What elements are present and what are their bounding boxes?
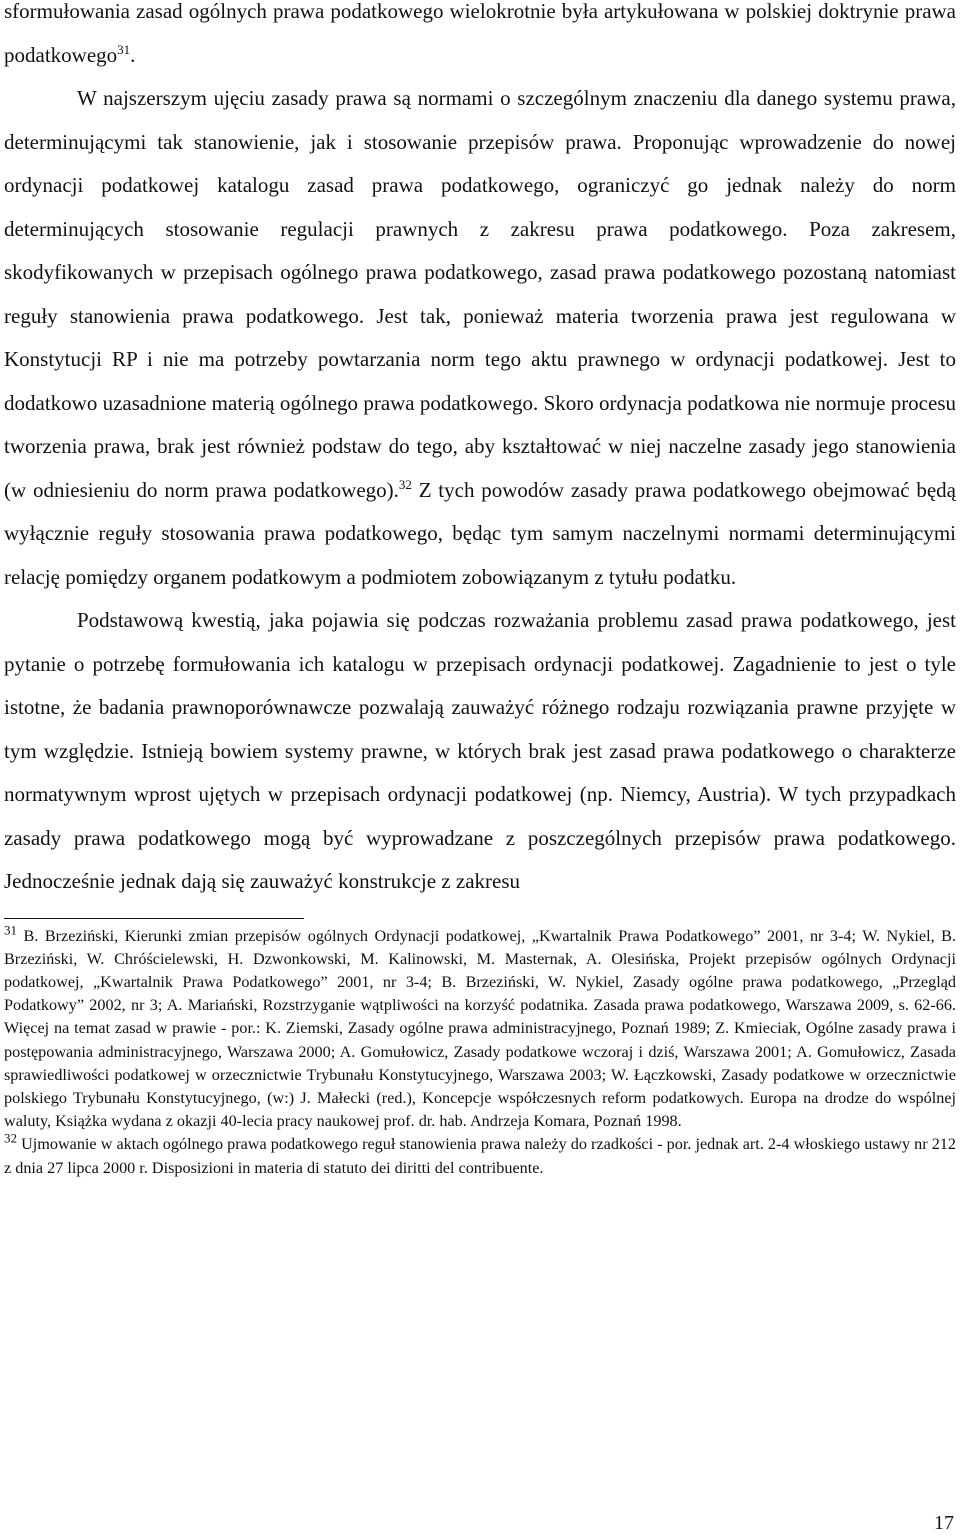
footnote-31 [4,922,956,1134]
paragraph-text-end: Z tych powodów zasady prawa podatkowego obejmować będą wyłącznie reguły stosowania prawa podatkowego, będąc tym samym naczelnymi normami determinującymi relację pomiędzy organem podatkowym a podmiotem zobowiązanym z tytułu podatku. [4,477,956,589]
paragraph-2 [4,77,956,599]
footnote-text: B. Brzeziński, Kierunki zmian przepisów ogólnych Ordynacji podatkowej, „Kwartalnik Prawa Podatkowego” 2001, nr 3-4; W. Nykiel, B. Brzeziński, W. Chróścielewski, H. Dzwonkowski, M. Kalinowski, M. Masternak, A. Olesińska, Projekt przepisów ogólnych Ordynacji podatkowej, „Kwartalnik Prawa Podatkowego” 2001, nr 3-4; B. Brzeziński, W. Nykiel, Zasady ogólne prawa podatkowego, „Przegląd Podatkowy” 2002, nr 3; A. Mariański, Rozstrzyganie wątpliwości na korzyść podatnika. Zasada prawa podatkowego, Warszawa 2009, s. 62-66. Więcej na temat zasad w prawie - por.: K. Ziemski, Zasady ogólne prawa administracyjnego, Poznań 1989; Z. Kmieciak, Ogólne zasady prawa i postępowania administracyjnego, Warszawa 2000; A. Gomułowicz, Zasady podatkowe wczoraj i dziś, Warszawa 2001; A. Gomułowicz, Zasada sprawiedliwości podatkowej w orzecznictwie Trybunału Konstytucyjnego, Warszawa 2003; W. Łączkowski, Zasady podatkowe w orzecznictwie polskiego Trybunału Konstytucyjnego, (w:) J. Małecki (red.), Koncepcje współczesnych reform podatkowych. Europa na drodze do wspólnej waluty, Książka wydana z okazji 40-lecia pracy naukowej prof. dr. hab. Andrzeja Komara, Poznań 1998. [4,926,956,1131]
paragraph-text: W najszerszym ujęciu zasady prawa są normami o szczególnym znaczeniu dla danego systemu prawa, determinującymi tak stanowienie, jak i stosowanie przepisów prawa. Proponując wprowadzenie do nowej ordynacji podatkowej katalogu zasad prawa podatkowego, ograniczyć go jednak należy do norm determinujących stosowanie regulacji prawnych z zakresu prawa podatkowego. Poza zakresem, skodyfikowanych w przepisach ogólnego prawa podatkowego, zasad prawa podatkowego pozostaną natomiast reguły stanowienia prawa podatkowego. Jest tak, ponieważ materia tworzenia prawa jest regulowana w Konstytucji RP i nie ma potrzeby powtarzania norm tego aktu prawnego w ordynacji podatkowej. Jest to dodatkowo uzasadnione materią ogólnego prawa podatkowego. Skoro ordynacja podatkowa nie normuje procesu tworzenia prawa, brak jest również podstaw do tego, aby kształtować w niej naczelne zasady jego stanowienia (w odniesieniu do norm prawa podatkowego). [4,86,956,502]
footnote-separator [4,918,304,919]
paragraph-text: sformułowania zasad ogólnych prawa podatkowego wielokrotnie była artykułowana w polskiej doktrynie prawa podatkowego [4,0,956,67]
document-page [4,0,956,1180]
footnote-reference-31[interactable]: 31 [117,41,131,57]
paragraph-1 [4,0,956,77]
footnotes-section [4,922,956,1180]
main-text [4,0,956,904]
footnote-text: Ujmowanie w aktach ogólnego prawa podatkowego reguł stanowienia prawa należy do rzadkości - por. jednak art. 2-4 włoskiego ustawy nr 212 z dnia 27 lipca 2000 r. Disposizioni in materia di statuto dei diritti del contribuente. [4,1135,956,1177]
footnote-number: 32 [4,1130,17,1146]
footnote-reference-32[interactable]: 32 [398,476,412,492]
paragraph-3 [4,599,956,904]
page-number: 17 [934,1512,954,1534]
paragraph-text: Podstawową kwestią, jaka pojawia się podczas rozważania problemu zasad prawa podatkowego, jest pytanie o potrzebę formułowania ich katalogu w przepisach ordynacji podatkowej. Zagadnienie to jest o tyle istotne, że badania prawnoporównawcze pozwalają zauważyć różnego rodzaju rozwiązania prawne przyjęte w tym względzie. Istnieją bowiem systemy prawne, w których brak jest zasad prawa podatkowego o charakterze normatywnym wprost ujętych w przepisach ordynacji podatkowej (np. Niemcy, Austria). W tych przypadkach zasady prawa podatkowego mogą być wyprowadzane z poszczególnych przepisów prawa podatkowego. Jednocześnie jednak dają się zauważyć konstrukcje z zakresu [4,608,956,893]
paragraph-text-end: . [130,42,136,67]
footnote-32 [4,1130,956,1179]
footnote-number: 31 [4,922,17,938]
